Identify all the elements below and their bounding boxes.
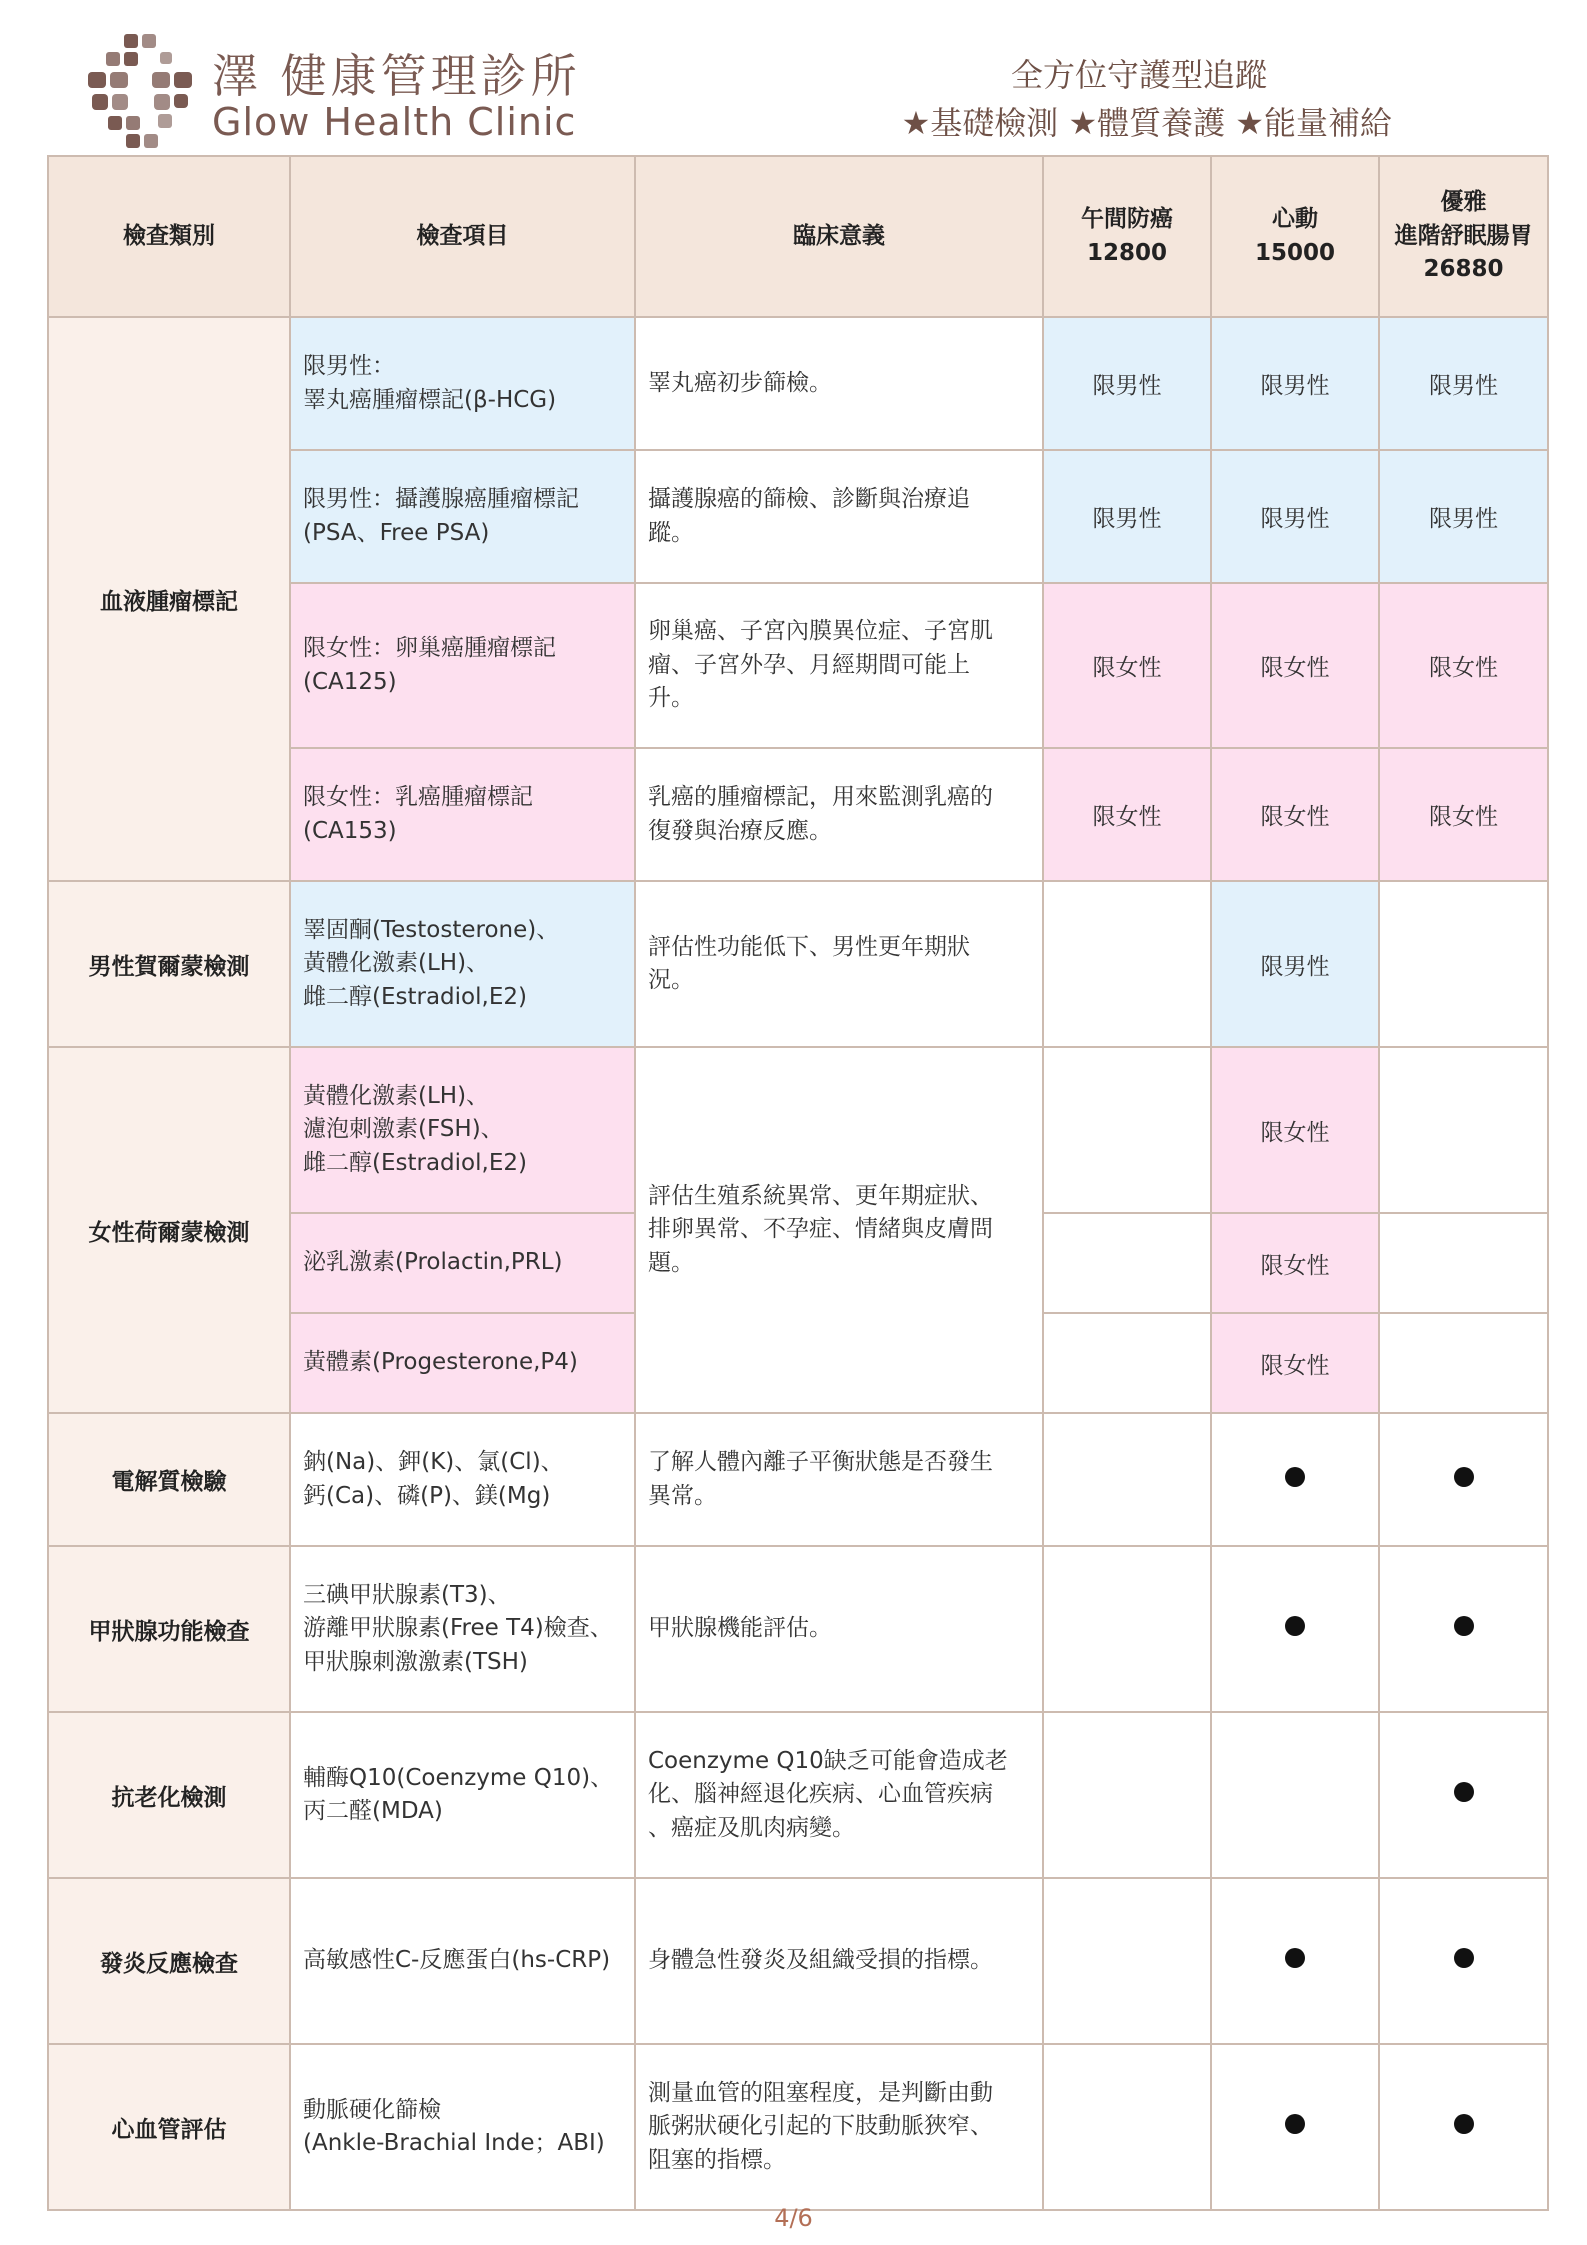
- plan-restriction-label: 限女性: [1260, 1352, 1330, 1379]
- meaning-cell: [635, 1878, 1043, 2044]
- item-cell: [290, 1878, 635, 2044]
- meaning-cell: [635, 583, 1043, 748]
- text-line: 甲狀腺刺激激素(TSH): [303, 1648, 528, 1675]
- category-cell: 心血管評估: [48, 2044, 290, 2210]
- meaning-cell: [635, 2044, 1043, 2210]
- text-line: 輔酶Q10(Coenzyme Q10)、: [303, 1764, 614, 1791]
- meaning-cell: [635, 317, 1043, 450]
- plan-cell: [1043, 1313, 1211, 1413]
- plan-cell: [1379, 1546, 1548, 1712]
- plan-cell: [1043, 1712, 1211, 1878]
- plan-cell: [1043, 1546, 1211, 1712]
- page-number: 4/6: [774, 2204, 813, 2232]
- text-line: (CA125): [303, 668, 397, 695]
- page-header: [0, 0, 1587, 155]
- plan-cell: [1379, 1047, 1548, 1213]
- plan-cell: [1379, 1712, 1548, 1878]
- category-cell: 電解質檢驗: [48, 1413, 290, 1546]
- item-cell: [290, 450, 635, 583]
- plan-restriction-label: 限男性: [1260, 506, 1330, 532]
- plan-cell: [1211, 881, 1379, 1047]
- text-line: 鈣(Ca)、磷(P)、鎂(Mg): [303, 1482, 551, 1509]
- item-cell: [290, 317, 635, 450]
- text-line: 復發與治療反應。: [648, 817, 832, 844]
- plan-cell: [1211, 1878, 1379, 2044]
- plan-3-name: 優雅: [1440, 189, 1487, 216]
- plan-restriction-label: 限男性: [1429, 373, 1498, 399]
- plan-cell: [1379, 450, 1548, 583]
- header-plan-1: [1043, 156, 1211, 317]
- plan-cell: [1043, 583, 1211, 748]
- text-line: 黃體素(Progesterone,P4): [303, 1349, 578, 1376]
- item-cell: [290, 583, 635, 748]
- table-row: [48, 1413, 1548, 1546]
- included-dot-icon: [1454, 2114, 1474, 2134]
- text-line: 況。: [648, 967, 694, 993]
- plan-cell: [1211, 748, 1379, 881]
- text-line: 睪固酮(Testosterone)、: [303, 916, 560, 943]
- text-line: 乳癌的腫瘤標記，用來監測乳癌的: [648, 784, 993, 811]
- meaning-cell: [635, 1413, 1043, 1546]
- plan-cell: [1211, 1712, 1379, 1878]
- text-line: (Ankle-Brachial Inde；ABI): [303, 2130, 605, 2156]
- included-dot-icon: [1454, 1616, 1474, 1636]
- text-line: 攝護腺癌的篩檢、診斷與治療追: [648, 486, 970, 513]
- plan-restriction-label: 限男性: [1260, 953, 1330, 980]
- plan-cell: [1211, 1413, 1379, 1546]
- plan-restriction-label: 限女性: [1260, 804, 1330, 830]
- plan-cell: [1379, 748, 1548, 881]
- item-cell: [290, 1047, 635, 1213]
- header-meaning: 臨床意義: [635, 156, 1043, 317]
- meaning-cell: [635, 1546, 1043, 1712]
- plan-cell: [1211, 2044, 1379, 2210]
- plan-restriction-label: 限男性: [1429, 506, 1498, 532]
- plan-restriction-label: 限女性: [1092, 804, 1162, 830]
- text-line: Coenzyme Q10缺乏可能會造成老: [648, 1747, 1008, 1774]
- item-cell: [290, 1313, 635, 1413]
- text-line: 、癌症及肌肉病變。: [648, 1814, 855, 1841]
- table-row: [48, 1546, 1548, 1712]
- text-line: (CA153): [303, 817, 397, 844]
- header-plan-3: [1379, 156, 1548, 317]
- text-line: 甲狀腺機能評估。: [648, 1615, 832, 1642]
- text-line: 了解人體內離子平衡狀態是否發生: [648, 1449, 993, 1476]
- included-dot-icon: [1454, 1467, 1474, 1487]
- plan-cell: [1211, 1546, 1379, 1712]
- item-cell: [290, 1413, 635, 1546]
- included-dot-icon: [1285, 1948, 1305, 1968]
- slogan-line-2: ★基礎檢測 ★體質養護 ★能量補給: [901, 104, 1392, 142]
- text-line: 升。: [648, 685, 694, 712]
- text-line: 身體急性發炎及組織受損的指標。: [648, 1947, 993, 1974]
- plan-restriction-label: 限女性: [1260, 1252, 1330, 1279]
- meaning-cell: [635, 748, 1043, 881]
- included-dot-icon: [1285, 1616, 1305, 1636]
- item-cell: [290, 1213, 635, 1313]
- plan-restriction-label: 限女性: [1260, 655, 1330, 681]
- category-cell: 甲狀腺功能檢查: [48, 1546, 290, 1712]
- text-line: 題。: [648, 1249, 694, 1276]
- text-line: 雌二醇(Estradiol,E2): [303, 983, 527, 1010]
- table-row: [48, 881, 1548, 1047]
- plan-cell: [1211, 583, 1379, 748]
- text-line: 限男性：: [303, 353, 395, 380]
- table-header-row: [48, 156, 1548, 317]
- plan-cell: [1379, 1878, 1548, 2044]
- text-line: 濾泡刺激素(FSH)、: [303, 1116, 504, 1143]
- plan-cell: [1379, 317, 1548, 450]
- plan-restriction-label: 限男性: [1092, 373, 1162, 399]
- category-cell: 男性賀爾蒙檢測: [48, 881, 290, 1047]
- text-line: 卵巢癌、子宮內膜異位症、子宮肌: [648, 618, 993, 645]
- text-line: 評估性功能低下、男性更年期狀: [648, 933, 970, 960]
- header-category: 檢查類別: [48, 156, 290, 317]
- plan-cell: [1211, 1313, 1379, 1413]
- text-line: 測量血管的阻塞程度，是判斷由動: [648, 2079, 993, 2106]
- table-row: [48, 1047, 1548, 1213]
- text-line: 阻塞的指標。: [648, 2146, 786, 2173]
- included-dot-icon: [1454, 1782, 1474, 1802]
- text-line: 泌乳激素(Prolactin,PRL): [303, 1249, 563, 1276]
- text-line: 黃體化激素(LH)、: [303, 950, 490, 977]
- brand-name-english: Glow Health Clinic: [212, 100, 577, 144]
- plan-cell: [1043, 317, 1211, 450]
- text-line: 限男性：攝護腺癌腫瘤標記: [303, 486, 579, 513]
- plan-cell: [1379, 1313, 1548, 1413]
- text-line: 雌二醇(Estradiol,E2): [303, 1149, 527, 1176]
- item-cell: [290, 1712, 635, 1878]
- plan-3-subname: 進階舒眠腸胃: [1394, 222, 1533, 249]
- table-body: [48, 317, 1548, 2210]
- table-row: [48, 1712, 1548, 1878]
- plan-cell: [1379, 583, 1548, 748]
- plan-3-price: 26880: [1423, 256, 1504, 283]
- slogan-line-1: 全方位守護型追蹤: [1010, 56, 1267, 94]
- plan-cell: [1379, 2044, 1548, 2210]
- text-line: 高敏感性C-反應蛋白(hs-CRP): [303, 1947, 611, 1974]
- plan-cell: [1211, 317, 1379, 450]
- plan-cell: [1211, 1047, 1379, 1213]
- text-line: 限女性：卵巢癌腫瘤標記: [303, 635, 556, 662]
- plan-cell: [1043, 748, 1211, 881]
- text-line: 游離甲狀腺素(Free T4)檢查、: [303, 1615, 613, 1642]
- plan-cell: [1043, 881, 1211, 1047]
- included-dot-icon: [1285, 1467, 1305, 1487]
- text-line: 瘤、子宮外孕、月經期間可能上: [648, 651, 970, 678]
- plan-restriction-label: 限女性: [1429, 804, 1498, 830]
- meaning-cell: [635, 881, 1043, 1047]
- table-row: [48, 1878, 1548, 2044]
- plan-restriction-label: 限男性: [1092, 506, 1162, 532]
- meaning-cell: [635, 450, 1043, 583]
- plan-cell: [1043, 1213, 1211, 1313]
- header-plan-2: [1211, 156, 1379, 317]
- text-line: 鈉(Na)、鉀(K)、氯(Cl)、: [303, 1449, 564, 1476]
- included-dot-icon: [1454, 1948, 1474, 1968]
- plan-restriction-label: 限女性: [1429, 655, 1498, 681]
- table-row: [48, 317, 1548, 450]
- text-line: (PSA、Free PSA): [303, 519, 490, 546]
- category-cell: 女性荷爾蒙檢測: [48, 1047, 290, 1413]
- plan-cell: [1043, 1047, 1211, 1213]
- plan-cell: [1211, 450, 1379, 583]
- plan-2-price: 15000: [1254, 239, 1336, 266]
- plan-cell: [1043, 2044, 1211, 2210]
- plan-cell: [1379, 1413, 1548, 1546]
- plan-cell: [1211, 1213, 1379, 1313]
- plan-restriction-label: 限女性: [1260, 1119, 1330, 1146]
- brand-name-chinese: 澤 健康管理診所: [212, 49, 581, 103]
- checkup-items-table: [47, 155, 1549, 2211]
- header-item: 檢查項目: [290, 156, 635, 317]
- category-cell: 發炎反應檢查: [48, 1878, 290, 2044]
- included-dot-icon: [1285, 2114, 1305, 2134]
- clinic-logo-icon: [82, 34, 198, 150]
- text-line: 脈粥狀硬化引起的下肢動脈狹窄、: [648, 2113, 993, 2140]
- plan-cell: [1043, 450, 1211, 583]
- table-row: [48, 2044, 1548, 2210]
- category-cell: 抗老化檢測: [48, 1712, 290, 1878]
- plan-2-name: 心動: [1272, 206, 1318, 233]
- text-line: 睪丸癌腫瘤標記(β-HCG): [303, 386, 557, 413]
- text-line: 限女性：乳癌腫瘤標記: [303, 784, 533, 811]
- meaning-cell: [635, 1712, 1043, 1878]
- plan-1-price: 12800: [1086, 239, 1168, 266]
- text-line: 睪丸癌初步篩檢。: [648, 369, 832, 396]
- plan-cell: [1043, 1878, 1211, 2044]
- plan-cell: [1379, 1213, 1548, 1313]
- plan-restriction-label: 限男性: [1260, 373, 1330, 399]
- text-line: 丙二醛(MDA): [303, 1798, 443, 1824]
- text-line: 排卵異常、不孕症、情緒與皮膚問: [648, 1216, 993, 1243]
- item-cell: [290, 748, 635, 881]
- plan-restriction-label: 限女性: [1092, 655, 1162, 681]
- item-cell: [290, 1546, 635, 1712]
- text-line: 動脈硬化篩檢: [303, 2096, 441, 2123]
- plan-cell: [1043, 1413, 1211, 1546]
- text-line: 評估生殖系統異常、更年期症狀、: [648, 1182, 993, 1209]
- text-line: 蹤。: [648, 519, 694, 546]
- category-cell: 血液腫瘤標記: [48, 317, 290, 881]
- text-line: 黃體化激素(LH)、: [303, 1082, 490, 1109]
- meaning-cell: [635, 1047, 1043, 1413]
- text-line: 異常。: [648, 1482, 717, 1509]
- item-cell: [290, 2044, 635, 2210]
- text-line: 化、腦神經退化疾病、心血管疾病: [648, 1781, 993, 1808]
- plan-1-name: 午間防癌: [1081, 206, 1173, 233]
- item-cell: [290, 881, 635, 1047]
- text-line: 三碘甲狀腺素(T3)、: [303, 1581, 511, 1608]
- plan-cell: [1379, 881, 1548, 1047]
